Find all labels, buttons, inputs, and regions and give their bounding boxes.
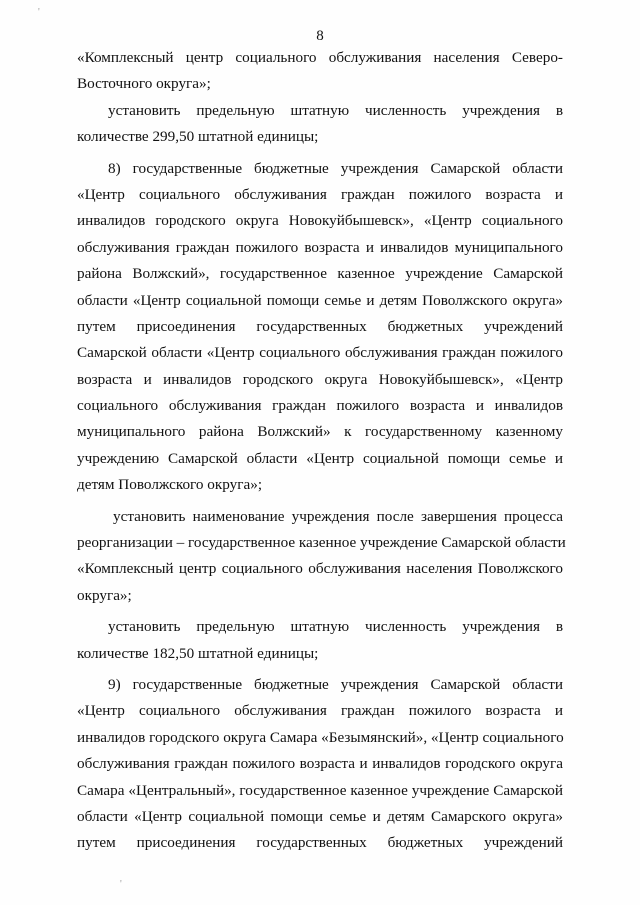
text-line: 9) государственные бюджетные учреждения Самарской области bbox=[108, 675, 563, 693]
text-line: учреждению Самарской области «Центр социальной помощи семье и bbox=[77, 449, 563, 467]
text-line: обслуживания граждан пожилого возраста и инвалидов муниципального bbox=[77, 238, 563, 256]
text-line: инвалидов городского округа Новокуйбышевск», «Центр социального bbox=[77, 212, 563, 230]
scan-corner-mark: ' bbox=[38, 7, 40, 18]
document-body bbox=[77, 45, 566, 857]
text-line: возраста и инвалидов городского округа Новокуйбышевск», «Центр bbox=[77, 370, 563, 388]
text-line: установить наименование учреждения после завершения процесса bbox=[113, 507, 563, 525]
text-line: муниципального района Волжский» к государственному казенному bbox=[77, 423, 563, 441]
text-line: количестве 182,50 штатной единицы; bbox=[77, 644, 319, 662]
text-line: 8) государственные бюджетные учреждения Самарской области bbox=[108, 159, 563, 177]
text-line: района Волжский», государственное казенное учреждение Самарской bbox=[77, 265, 563, 283]
paragraph-staff-count-1 bbox=[77, 98, 563, 151]
text-line: «Комплексный центр социального обслуживания населения Северо- bbox=[77, 49, 563, 66]
text-line: детям Поволжского округа»; bbox=[77, 476, 263, 494]
text-line: социального обслуживания граждан пожилого возраста и инвалидов bbox=[77, 397, 563, 415]
text-line: обслуживания граждан пожилого возраста и инвалидов городского округа bbox=[77, 755, 563, 773]
paragraph-item-8 bbox=[77, 156, 563, 499]
text-line: Самара «Центральный», государственное казенное учреждение Самарской bbox=[77, 781, 563, 799]
scan-bottom-mark: ' bbox=[120, 879, 122, 890]
text-line: области «Центр социальной помощи семье и детям Поволжского округа» bbox=[77, 291, 563, 309]
text-line: инвалидов городского округа Самара «Безымянский», «Центр социального bbox=[77, 728, 564, 746]
text-line: Самарской области «Центр социального обслуживания граждан пожилого bbox=[77, 344, 563, 362]
text-line: количестве 299,50 штатной единицы; bbox=[77, 128, 319, 146]
text-line: «Центр социального обслуживания граждан пожилого возраста и bbox=[77, 702, 563, 720]
text-line: «Комплексный центр социального обслуживания населения Поволжского bbox=[77, 560, 563, 578]
text-line: установить предельную штатную численность учреждения в bbox=[108, 101, 563, 119]
page-number: 8 bbox=[316, 28, 324, 44]
paragraph-staff-count-2 bbox=[77, 614, 563, 667]
paragraph-continuation bbox=[77, 45, 563, 98]
text-line: округа»; bbox=[77, 586, 132, 604]
text-line: путем присоединения государственных бюджетных учреждений bbox=[77, 834, 563, 852]
text-line: реорганизации – государственное казенное учреждение Самарской области bbox=[77, 534, 566, 552]
text-line: «Центр социального обслуживания граждан пожилого возраста и bbox=[77, 185, 563, 203]
text-line: области «Центр социальной помощи семье и детям Самарского округа» bbox=[77, 807, 563, 825]
text-line: Восточного округа»; bbox=[77, 75, 211, 93]
text-line: путем присоединения государственных бюджетных учреждений bbox=[77, 317, 563, 335]
paragraph-item-9 bbox=[77, 672, 563, 857]
text-line: установить предельную штатную численность учреждения в bbox=[108, 618, 563, 636]
paragraph-new-name bbox=[77, 504, 566, 610]
